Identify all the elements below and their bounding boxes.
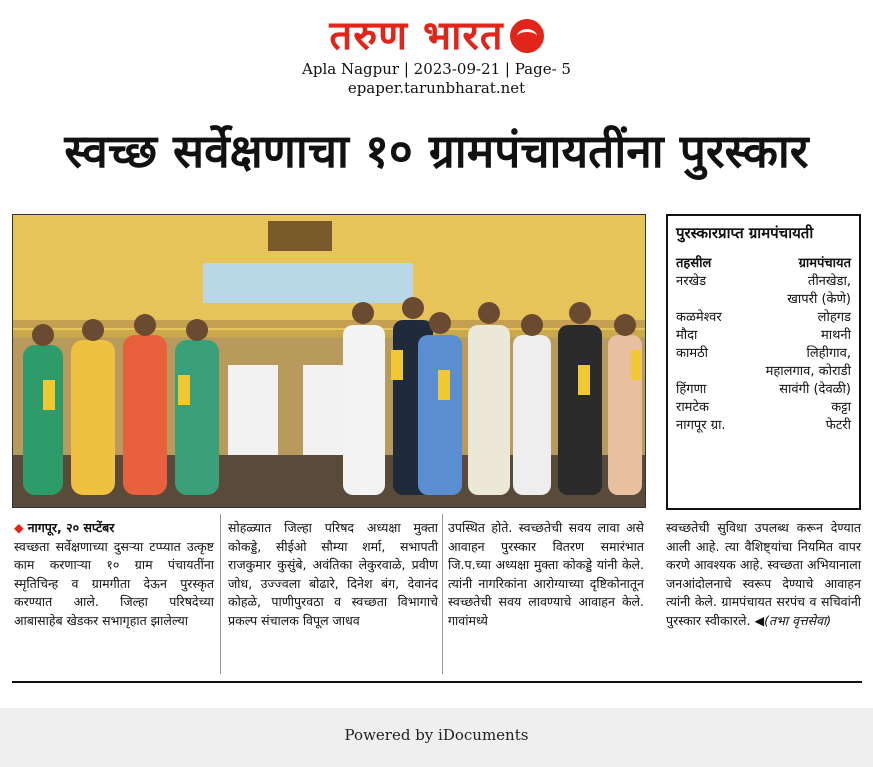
credit-line: (तभा वृत्तसेवा) [764,612,832,628]
edition-line: Apla Nagpur | 2023-09-21 | Page- 5 [302,60,571,78]
header-grampanchayat: ग्रामपंचायत [798,256,851,271]
article-text-1: स्वच्छता सर्वेक्षणाच्या दुसऱ्या टप्प्यात उत्कृष्ट काम करणाऱ्या १० ग्राम पंचायतींना स्मृतिचिन्ह व ग्रामगीता देऊन पुरस्कृत करण्यात आले. जिल्हा परिषदेच्या आबासाहेब खेडकर सभागृहात झालेल्या [14,538,214,628]
powered-by-link[interactable]: Powered by iDocuments [344,726,529,744]
dateline: नागपूर, २० सप्टेंबर [27,520,115,535]
masthead [0,14,873,58]
group-photo-illustration [13,215,645,507]
list-item: नागपूर ग्रा. फेटरी [676,418,851,433]
article-column-3: उपस्थित होते. स्वच्छतेची सवय लावा असे आवाहन पुरस्कार वितरण समारंभात जि.प.च्या अध्यक्षा मुक्ता कोकड्डे यांनी केले. त्यांनी नागरिकांना आरोग्याच्या दृष्टिकोनातून स्वच्छतेची सवय लावण्याचे आवाहन केले. गावांमध्ये [448,520,644,628]
column-divider [220,514,221,674]
article-headline: स्वच्छ सर्वेक्षणाचा १० ग्रामपंचायतींना पुरस्कार [64,124,809,178]
article-column-1 [14,519,214,631]
diamond-icon: ◆ [14,520,28,535]
list-item: खापरी (केणे) [787,292,851,307]
list-item: रामटेक कट्टा [676,400,851,415]
logo-emblem-icon [510,19,544,53]
edition-meta [0,60,873,98]
article-photo [12,214,646,508]
column-divider [442,514,443,674]
article-text-4: स्वच्छतेची सुविधा उपलब्ध करून देण्यात आली आहे. त्या वैशिष्ट्यांचा नियमित वापर करणे आवश्यक आहे. स्वच्छता अभियानाला जनआंदोलनाचे स्वरूप देण्याचे आवाहन त्यांनी केले. ग्रामपंचायत सरपंच व सचिवांनी पुरस्कार स्वीकारले. [666,520,861,628]
award-list-box [666,214,861,510]
end-marker-icon: ◀ [754,612,765,628]
award-list-title: पुरस्कारप्राप्त ग्रामपंचायती [676,224,814,242]
list-item: कळमेश्वर लोहगड [676,310,851,325]
article-column-4 [666,519,861,631]
header-tehsil: तहसील [676,256,712,271]
award-list-header [676,255,851,273]
bottom-rule [12,681,862,683]
list-item: मौदा माथनी [676,328,851,343]
footer [0,708,873,767]
list-item: कामठी लिहीगाव, [676,346,851,361]
list-item: नरखेड तीनखेडा, [676,274,851,289]
site-url-link[interactable]: epaper.tarunbharat.net [347,79,526,97]
article-column-2: सोहळ्यात जिल्हा परिषद अध्यक्षा मुक्ता कोकड्डे, सीईओ सौम्या शर्मा, सभापती राजकुमार कुसुंबे, अवंतिका लेकुरवाळे, प्रवीण जोध, उज्ज्वला बोढारे, दिनेश बंग, देवानंद कोहळे, पाणीपुरवठा व स्वच्छता विभागाचे प्रकल्प संचालक विपूल जाधव [228,520,438,628]
list-item: महालगाव, कोराडी [765,364,851,379]
list-item: हिंगणा सावंगी (देवळी) [676,382,851,397]
newspaper-logo: तरुण भारत [329,14,543,58]
award-list-rows [676,273,851,435]
